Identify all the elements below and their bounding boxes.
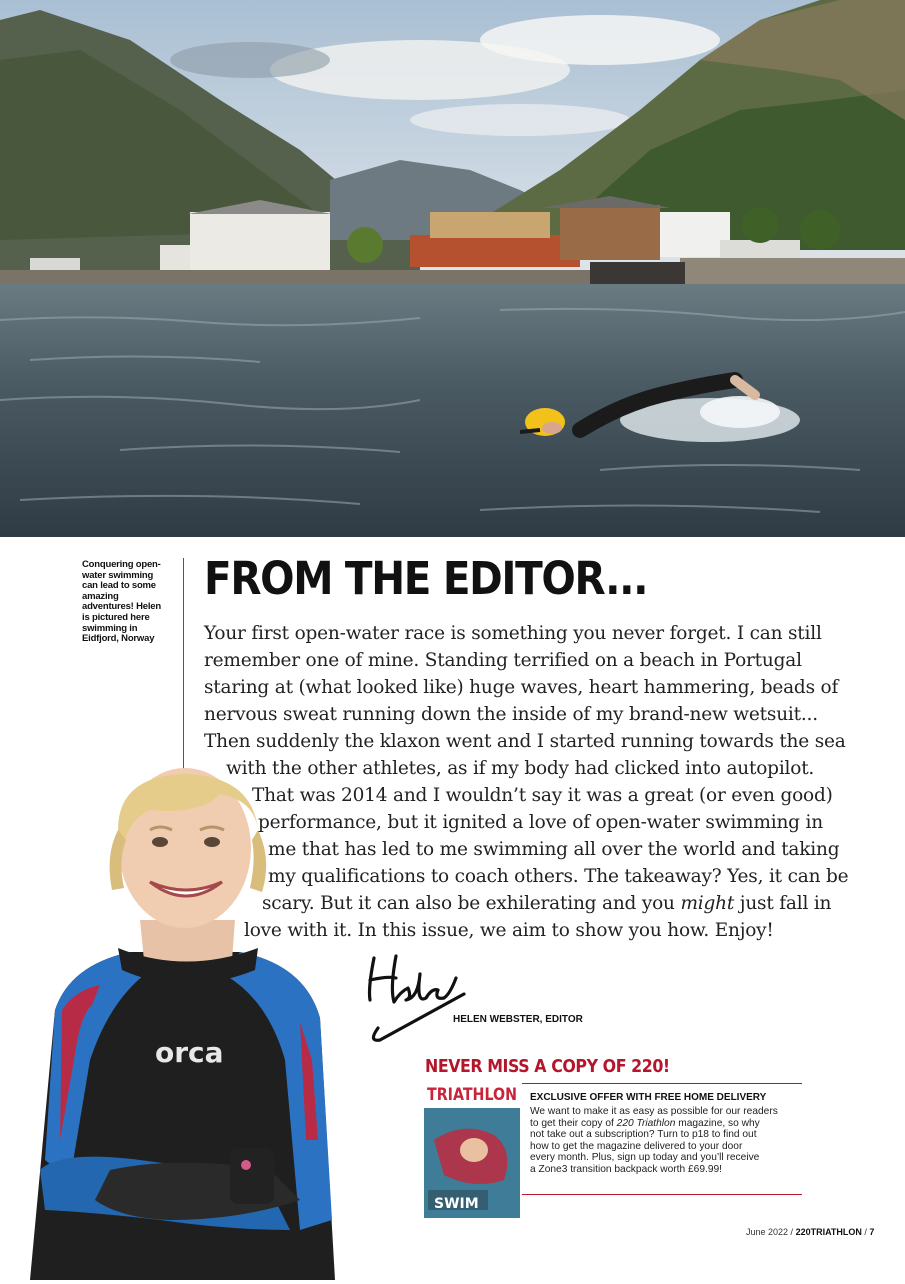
magazine-cover-image xyxy=(424,1080,520,1218)
fjord-swimmer-image xyxy=(0,0,905,537)
promo-text: to get their copy of xyxy=(530,1117,617,1129)
body-line: love with it. In this issue, we aim to show you how. Enjoy! xyxy=(244,920,774,941)
body-line: with the other athletes, as if my body had clicked into autopilot. xyxy=(226,758,815,779)
hero-photo xyxy=(0,0,905,537)
promo-divider-bottom xyxy=(522,1194,802,1195)
cover-title: TRIATHLON xyxy=(427,1085,517,1105)
body-line: That was 2014 and I wouldn’t say it was a great (or even good) xyxy=(252,785,833,806)
editor-name: HELEN WEBSTER, EDITOR xyxy=(453,1014,583,1025)
promo-body xyxy=(530,1106,810,1175)
page-headline: FROM THE EDITOR... xyxy=(204,552,648,605)
body-line: my qualifications to coach others. The takeaway? Yes, it can be xyxy=(268,866,849,887)
promo-emphasis: 220 Triathlon xyxy=(616,1117,676,1129)
promo-line xyxy=(530,1118,810,1130)
promo-line: every month. Plus, sign up today and you’ll receive xyxy=(530,1152,760,1163)
promo-title: NEVER MISS A COPY OF 220! xyxy=(425,1056,670,1077)
signature-image xyxy=(360,948,470,1046)
body-line: me that has led to me swimming all over the world and taking xyxy=(268,839,840,860)
caption-divider xyxy=(183,558,184,770)
promo-subtitle: EXCLUSIVE OFFER WITH FREE HOME DELIVERY xyxy=(530,1092,767,1103)
editor-portrait xyxy=(0,760,360,1280)
promo-line: not take out a subscription? Turn to p18 to find out xyxy=(530,1129,757,1140)
promo-divider-top xyxy=(522,1083,802,1084)
footer-separator: / xyxy=(788,1227,796,1237)
promo-line: We want to make it as easy as possible for our readers xyxy=(530,1106,778,1117)
body-line: Then suddenly the klaxon went and I started running towards the sea xyxy=(204,731,846,752)
editor-photo-image xyxy=(0,760,360,1280)
page-footer xyxy=(746,1227,874,1237)
footer-separator: / xyxy=(861,1227,870,1237)
footer-magazine: 220TRIATHLON xyxy=(795,1227,862,1237)
body-line: Your first open-water race is something you never forget. I can still xyxy=(204,623,822,644)
promo-text: magazine, so why xyxy=(675,1117,760,1129)
photo-caption: Conquering open-water swimming can lead to some amazing adventures! Helen is pictured here swimming in Eidfjord, Norway xyxy=(82,559,161,645)
cover-coverline: SWIM xyxy=(434,1196,479,1212)
body-line: staring at (what looked like) huge waves, heart hammering, beads of xyxy=(204,677,839,698)
body-line: nervous sweat running down the inside of my brand-new wetsuit... xyxy=(204,704,818,725)
wetsuit-brand: orca xyxy=(155,1036,224,1069)
body-text: just fall in xyxy=(734,893,832,914)
promo-line: a Zone3 transition backpack worth £69.99! xyxy=(530,1163,722,1175)
footer-date: June 2022 xyxy=(746,1227,789,1237)
page-number: 7 xyxy=(869,1227,875,1237)
promo-line: how to get the magazine delivered to your door xyxy=(530,1140,743,1152)
body-text: scary. But it can also be exhilerating and you xyxy=(262,893,681,914)
body-line: remember one of mine. Standing terrified on a beach in Portugal xyxy=(204,650,802,671)
body-line: performance, but it ignited a love of open-water swimming in xyxy=(258,812,823,833)
body-emphasis: might xyxy=(680,893,735,914)
